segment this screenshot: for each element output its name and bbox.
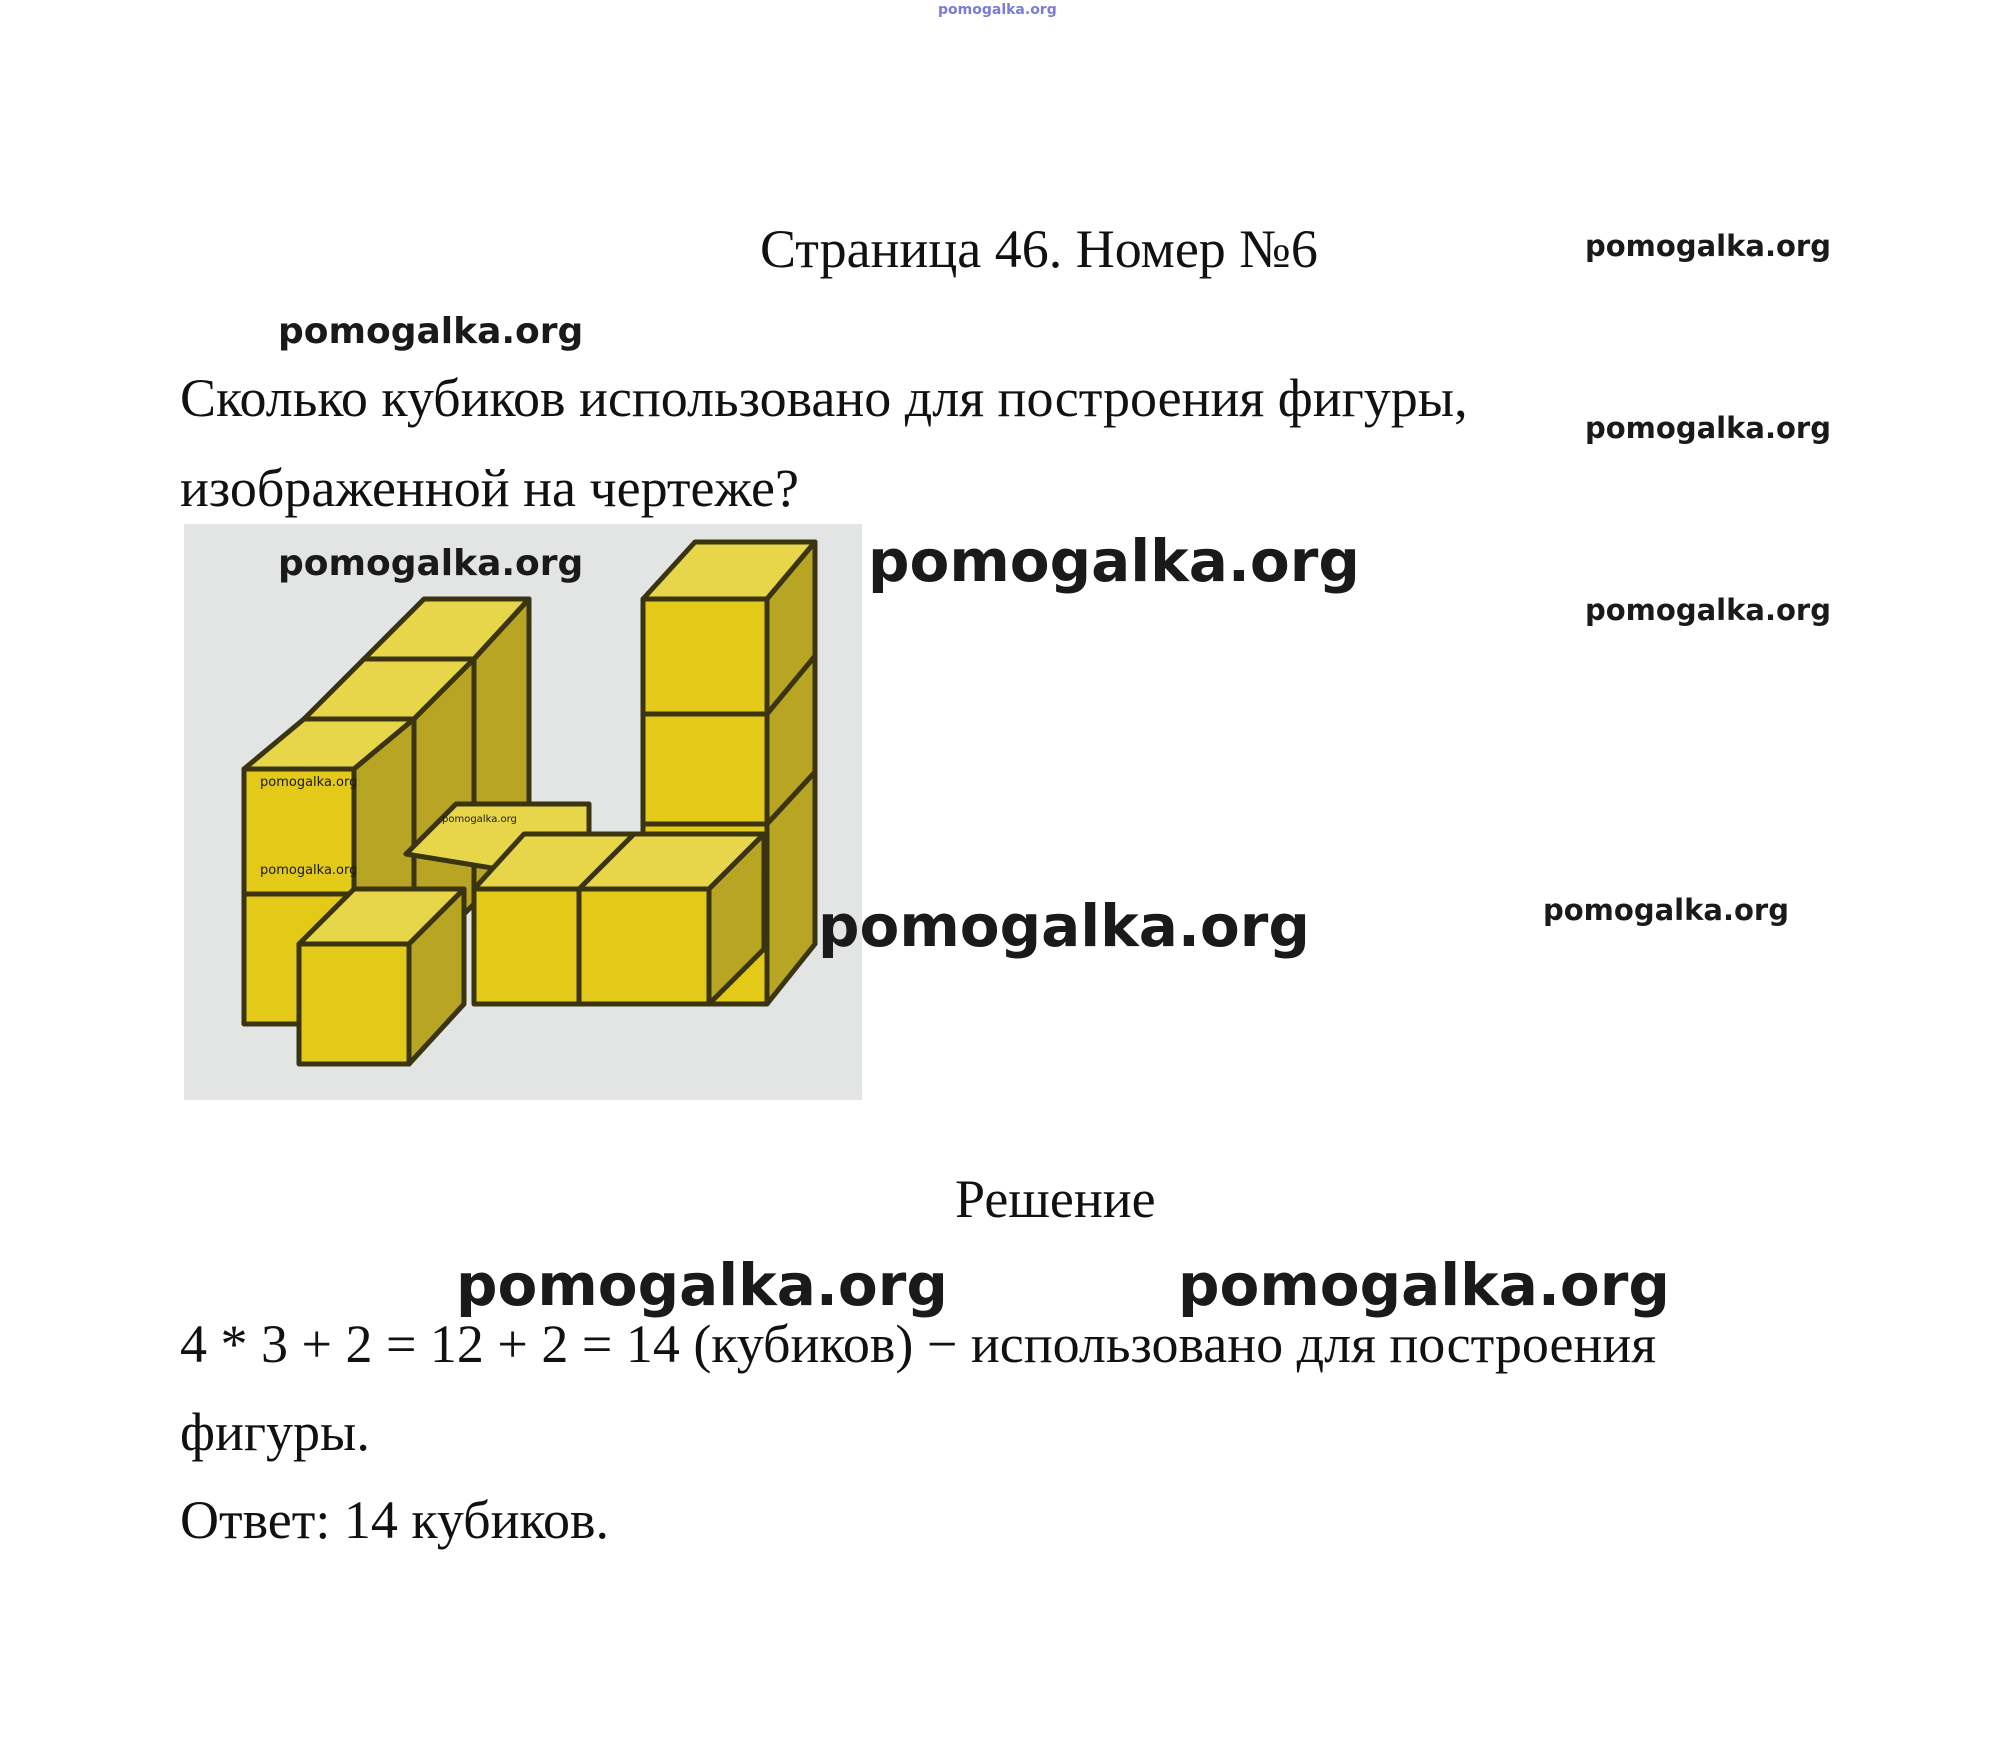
watermark: pomogalka.org [1543, 893, 1789, 927]
watermark: pomogalka.org [1178, 1251, 1670, 1319]
page-title: Страница 46. Номер №6 [760, 219, 1318, 279]
watermark-small: pomogalka.org [260, 863, 358, 878]
question-text: Сколько кубиков использовано для построения фигуры, изображенной на чертеже? [180, 368, 1468, 518]
watermark-top: pomogalka.org [938, 2, 1057, 18]
cube-figure-drawing [184, 524, 862, 1100]
watermark: pomogalka.org [278, 311, 584, 352]
watermark: pomogalka.org [868, 527, 1360, 595]
solution-text: 4 * 3 + 2 = 12 + 2 = 14 (кубиков) − использовано для построения фигуры. [180, 1314, 1657, 1462]
answer-text: Ответ: 14 кубиков. [180, 1490, 609, 1550]
watermark: pomogalka.org [1585, 593, 1831, 627]
watermark: pomogalka.org [1585, 411, 1831, 445]
watermark: pomogalka.org [456, 1251, 948, 1319]
solution-heading: Решение [955, 1169, 1156, 1229]
cube-figure [184, 524, 862, 1100]
watermark-small: pomogalka.org [442, 814, 517, 825]
watermark: pomogalka.org [818, 892, 1310, 960]
watermark-small: pomogalka.org [260, 775, 358, 790]
watermark: pomogalka.org [1585, 229, 1831, 263]
cube [474, 834, 764, 1004]
watermark: pomogalka.org [278, 543, 584, 584]
